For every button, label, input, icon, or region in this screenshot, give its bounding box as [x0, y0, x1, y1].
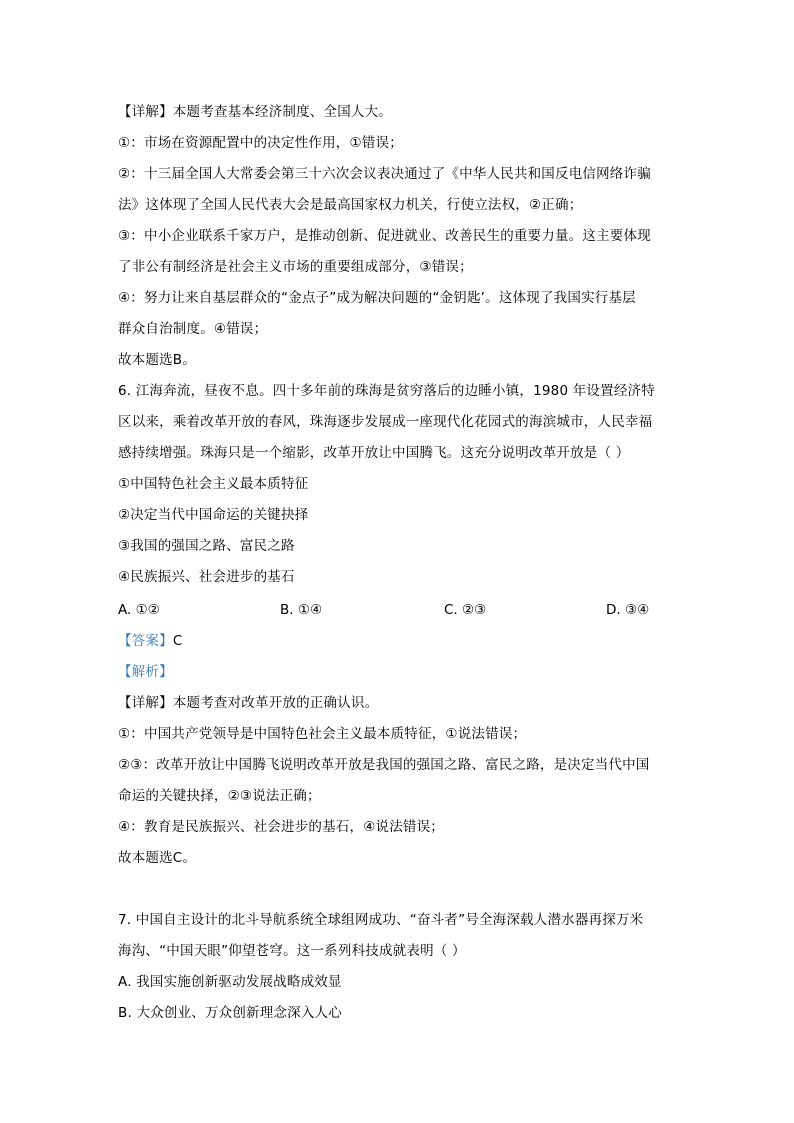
- q6-line: 命运的关键抉择，②③说法正确；: [118, 788, 321, 804]
- q6-option-a: A. ①②: [118, 602, 160, 618]
- q6-detail: 【详解】本题考查对改革开放的正确认识。: [118, 695, 379, 711]
- q7-stem: 7. 中国自主设计的北斗导航系统全球组网成功、“奋斗者”号全海深载人潜水器再探万米: [118, 912, 644, 928]
- q6-option-b: B. ①④: [280, 602, 323, 618]
- answer-value: C: [172, 633, 183, 649]
- q5-line: ①：市场在资源配置中的决定性作用，①错误；: [118, 135, 403, 151]
- q6-line: ①：中国共产党领导是中国特色社会主义最本质特征，①说法错误；: [118, 726, 527, 742]
- q5-line: 了非公有制经济是社会主义市场的重要组成部分，③错误；: [118, 259, 473, 275]
- q6-stem: 6. 江海奔流，昼夜不息。四十多年前的珠海是贫穷落后的边睡小镇，1980 年设置经济特: [118, 383, 655, 399]
- q6-stem: 区以来，乘着改革开放的春风，珠海逐步发展成一座现代化花园式的海滨城市，人民幸福: [118, 414, 653, 430]
- answer-label: 【答案】: [118, 633, 173, 649]
- q5-line: 法》这体现了全国人民代表大会是最高国家权力机关，行使立法权，②正确；: [118, 197, 583, 213]
- q5-line: ②：十三届全国人大常委会第三十六次会议表决通过了《中华人民共和国反电信网络诈骗: [118, 166, 651, 182]
- q7-stem: 海沟、“中国天眼”仰望苍穹。这一系列科技成就表明（ ）: [118, 943, 466, 959]
- q5-line: ④：努力让来自基层群众的“金点子”成为解决问题的“金钥匙’。这体现了我国实行基层: [118, 290, 636, 306]
- q6-statement: ①中国特色社会主义最本质特征: [118, 476, 309, 492]
- q6-statement: ②决定当代中国命运的关键抉择: [118, 507, 309, 523]
- q6-answer: [118, 632, 182, 650]
- q5-detail: 【详解】本题考查基本经济制度、全国人大。: [118, 104, 392, 120]
- analysis-label: 【解析】: [118, 664, 173, 680]
- q6-line: ④：教育是民族振兴、社会进步的基石，④说法错误；: [118, 819, 445, 835]
- q6-option-c: C. ②③: [444, 602, 487, 618]
- q7-option-a: A. 我国实施创新驱动发展战略成效显: [118, 974, 342, 990]
- q6-line: ②③：改革开放让中国腾飞说明改革开放是我国的强国之路、富民之路，是决定当代中国: [118, 757, 650, 773]
- q5-line: 群众自治制度。④错误；: [118, 321, 268, 337]
- q6-option-d: D. ③④: [606, 602, 650, 618]
- q7-option-b: B. 大众创业、万众创新理念深入人心: [118, 1005, 342, 1021]
- q6-statement: ③我国的强国之路、富民之路: [118, 538, 295, 554]
- q5-conclusion: 故本题选B。: [118, 352, 196, 368]
- q6-stem: 感持续增强。珠海只是一个缩影，改革开放让中国腾飞。这充分说明改革开放是（ ）: [118, 445, 630, 461]
- q6-statement: ④民族振兴、社会进步的基石: [118, 569, 295, 585]
- q5-line: ③：中小企业联系千家万户，是推动创新、促进就业、改善民生的重要力量。这主要体现: [118, 228, 651, 244]
- q6-conclusion: 故本题选C。: [118, 850, 197, 866]
